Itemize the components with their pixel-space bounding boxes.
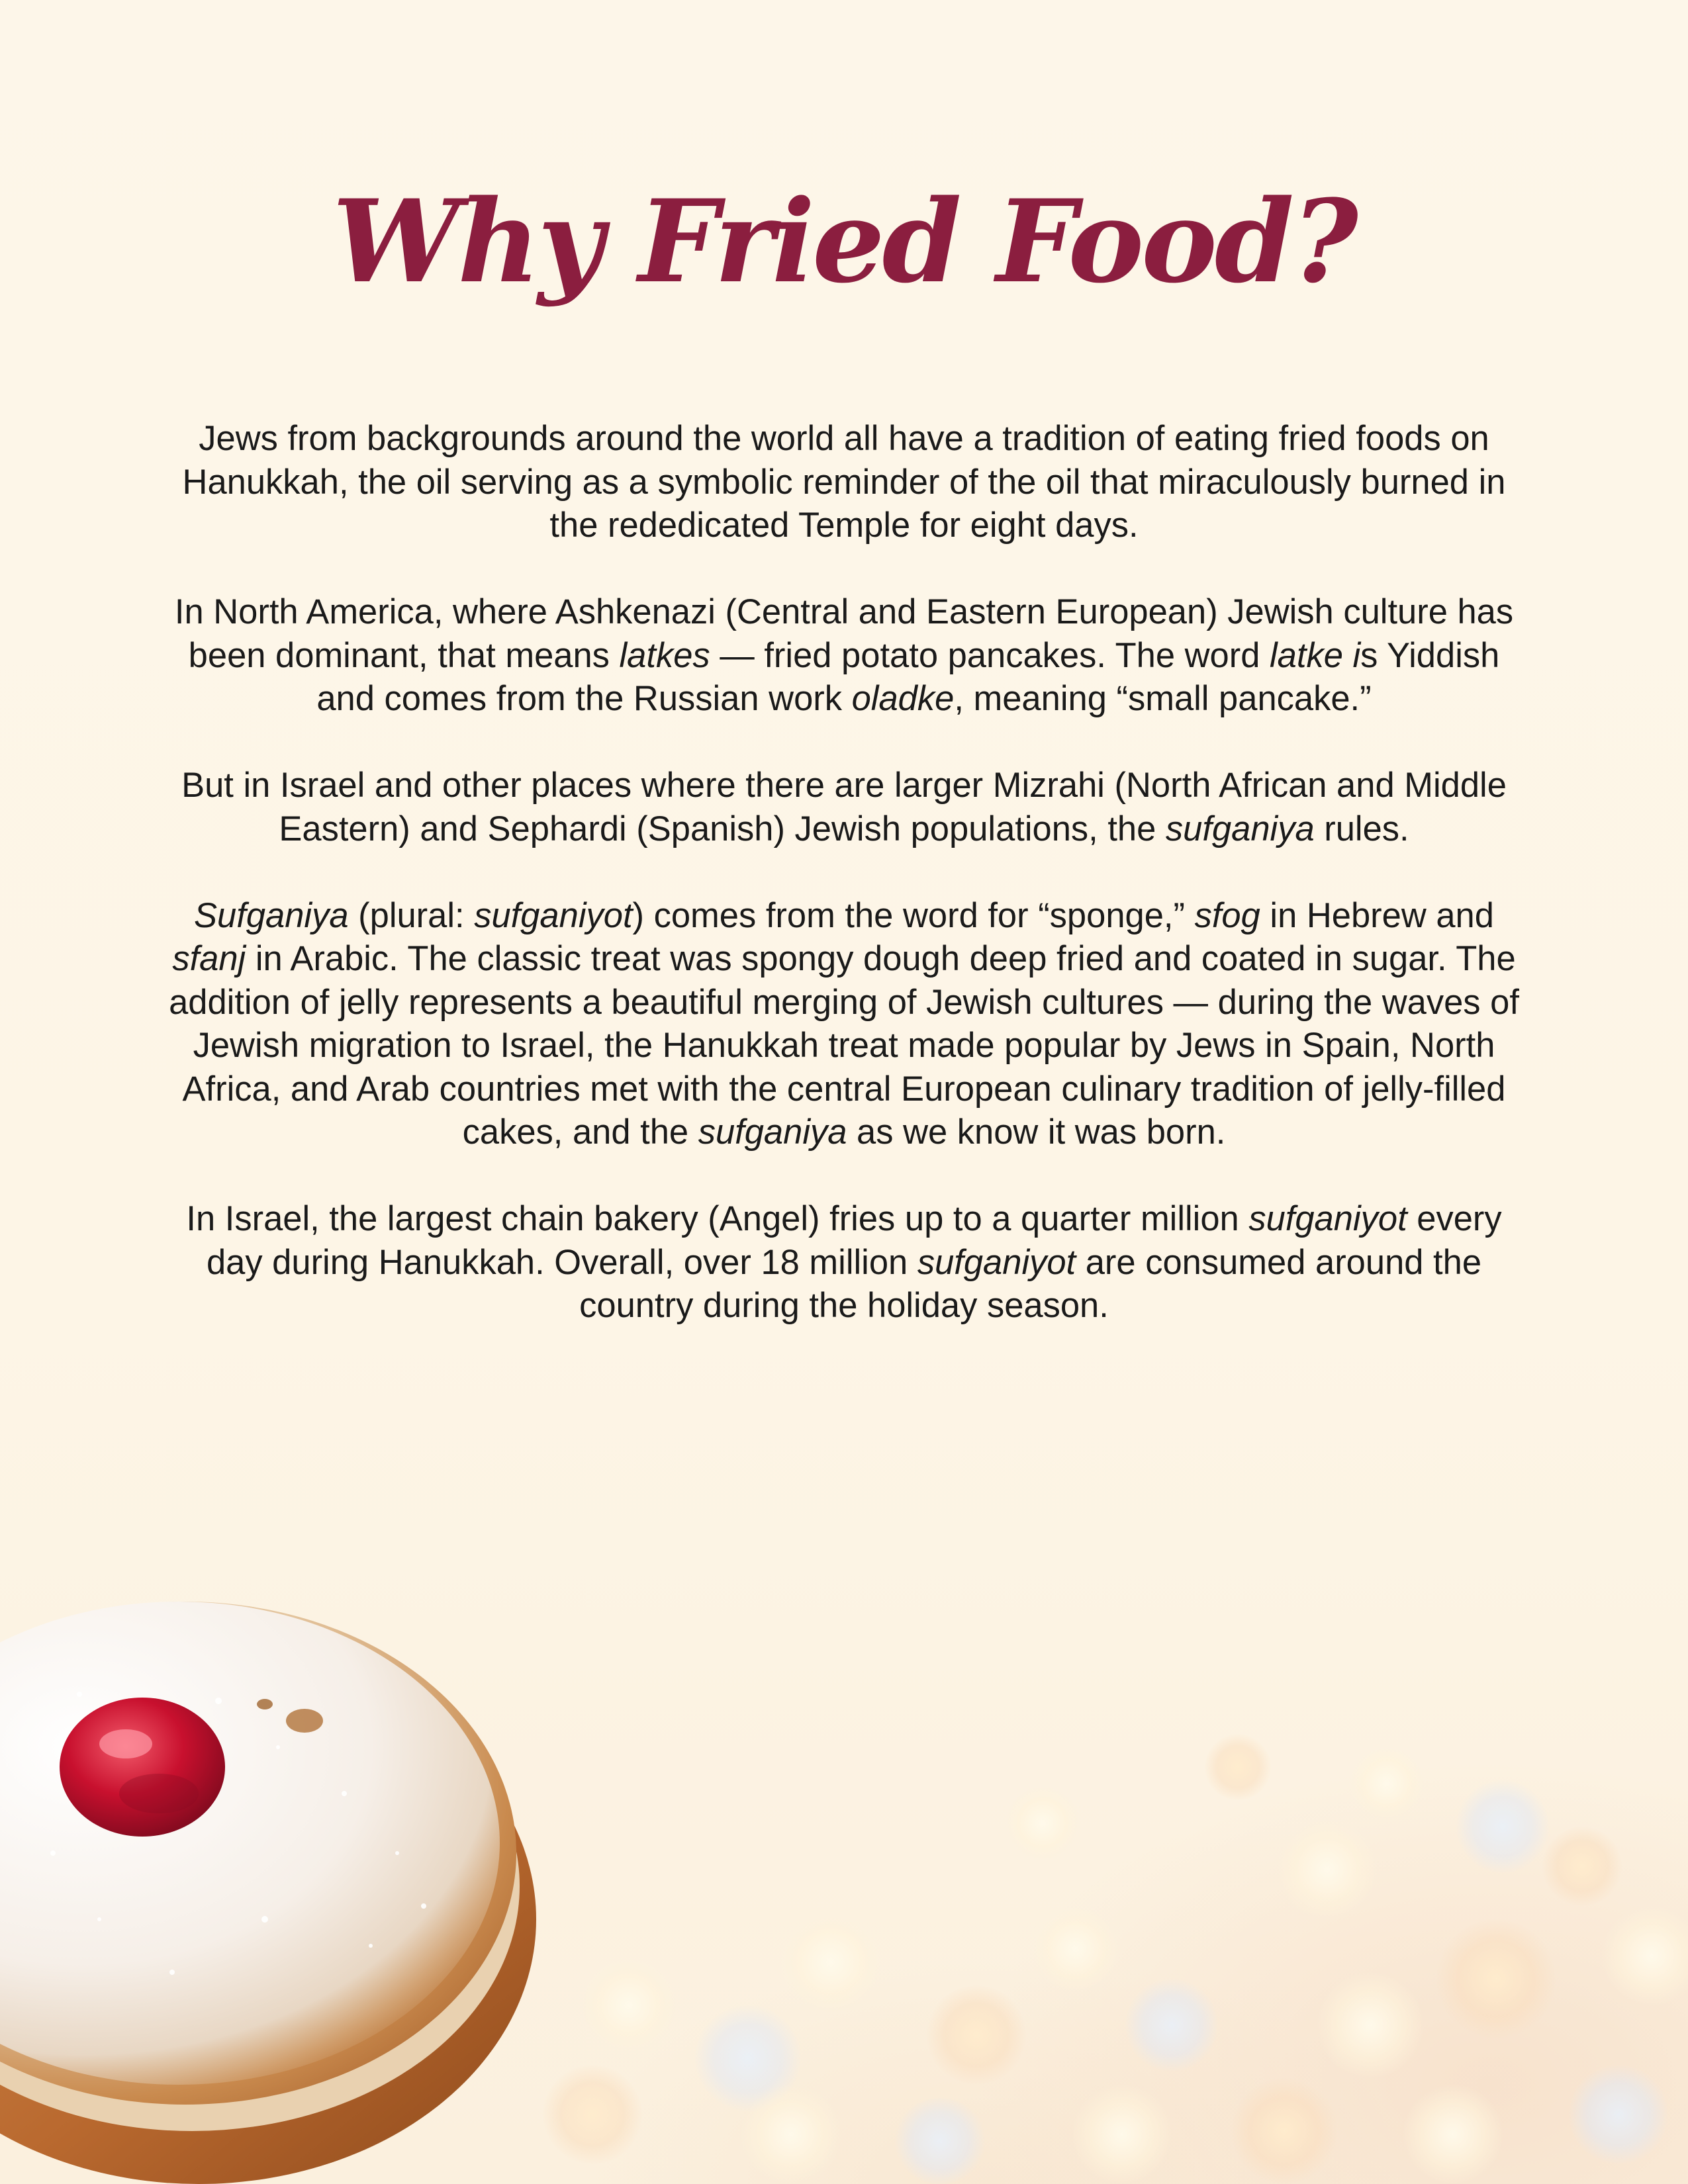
text-segment: in Hebrew and — [1260, 895, 1494, 935]
text-segment: as we know it was born. — [847, 1113, 1226, 1152]
bokeh-light — [741, 2085, 841, 2184]
bokeh-light — [1403, 2085, 1503, 2184]
bokeh-light — [1033, 1906, 1119, 1992]
article-body — [165, 417, 1523, 1371]
text-segment: — fried potato pancakes. The word — [710, 635, 1270, 675]
bokeh-light — [695, 2005, 801, 2111]
paragraph — [165, 894, 1523, 1154]
italic-term: oladke — [851, 679, 955, 718]
text-segment: every day during Hanukkah. Overall, over 18 million — [206, 1199, 1502, 1282]
text-segment: are consumed around the country during the holiday season. — [579, 1242, 1482, 1325]
text-segment: (plural: — [348, 895, 475, 935]
text-segment: In North America, where Ashkenazi (Central and Eastern European) Jewish culture has been dominant, that means — [174, 592, 1514, 675]
jelly-donut-image — [0, 1575, 569, 2184]
bokeh-light — [1205, 1734, 1271, 1800]
paragraph — [165, 1197, 1523, 1328]
paragraph — [165, 764, 1523, 850]
italic-term: sufganiyot — [917, 1242, 1076, 1282]
bokeh-light — [1231, 2078, 1337, 2184]
bokeh-light — [1125, 1979, 1218, 2071]
italic-term: sfanj — [172, 939, 246, 978]
bokeh-light — [1602, 1906, 1688, 2005]
paragraph — [165, 417, 1523, 547]
text-segment: s Yiddish and comes from the Russian work — [316, 635, 1500, 718]
bokeh-light — [583, 1959, 675, 2052]
bokeh-light — [1542, 1827, 1622, 1906]
italic-term: sufganiya — [1165, 809, 1315, 848]
text-segment: in Arabic. The classic treat was spongy dough deep fried and coated in sugar. The addition of jelly represents a beautiful merging of Jewish cultures — during the waves of Jewish migration to Israel, the Hanukkah treat made popular by Jews in Spain, North Africa, and Arab countries met with the central European culinary tradition of jelly-filled cakes, and the — [169, 939, 1519, 1152]
italic-term: latke i — [1270, 635, 1361, 675]
text-segment: In Israel, the largest chain bakery (Angel) fries up to a quarter million — [186, 1199, 1249, 1238]
bokeh-light — [1569, 2065, 1668, 2164]
bokeh-light — [894, 2098, 986, 2184]
bokeh-light — [781, 1913, 880, 2012]
italic-term: sfog — [1194, 895, 1260, 935]
text-segment: Jews from backgrounds around the world all have a tradition of eating fried foods on Hanukkah, the oil serving as a symbolic reminder of the oil that miraculously burned in the rededicated Temple for eight days. — [182, 419, 1506, 545]
bokeh-light — [1456, 1780, 1549, 1873]
page-title: Why Fried Food? — [332, 174, 1356, 308]
bokeh-light — [1072, 2085, 1172, 2184]
bokeh-light — [1317, 1972, 1423, 2078]
bokeh-light — [1006, 1787, 1079, 1860]
bokeh-light — [1350, 1747, 1423, 1820]
text-segment: , meaning “small pancake.” — [954, 679, 1372, 718]
italic-term: sufganiya — [698, 1113, 847, 1152]
text-segment: ) comes from the word for “sponge,” — [632, 895, 1195, 935]
italic-term: sufganiyot — [1248, 1199, 1407, 1238]
text-segment: But in Israel and other places where there are larger Mizrahi (North African and Middle Eastern) and Sephardi (Spanish) Jewish populations, the — [181, 766, 1507, 848]
italic-term: latkes — [619, 635, 710, 675]
bokeh-light — [1436, 1919, 1556, 2038]
bokeh-light — [1278, 1820, 1377, 1919]
italic-term: Sufganiya — [194, 895, 349, 935]
paragraph — [165, 590, 1523, 721]
bokeh-light — [927, 1985, 1026, 2085]
text-segment: rules. — [1314, 809, 1409, 848]
italic-term: sufganiyot — [474, 895, 633, 935]
